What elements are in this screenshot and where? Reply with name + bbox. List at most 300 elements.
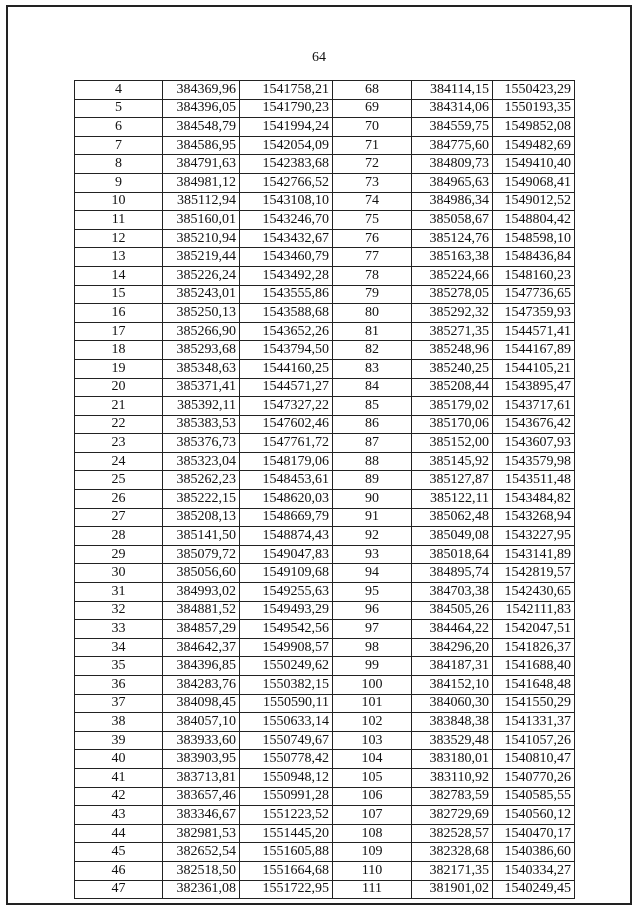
cell-point-number: 47	[75, 880, 163, 899]
cell-x-coordinate: 385266,90	[163, 322, 240, 341]
cell-y-coordinate: 1543227,95	[493, 527, 575, 546]
cell-x-coordinate: 383180,01	[412, 750, 493, 769]
cell-x-coordinate: 382518,50	[163, 861, 240, 880]
cell-point-number: 90	[333, 490, 412, 509]
cell-point-number: 5	[75, 99, 163, 118]
table-row	[75, 861, 575, 880]
cell-point-number: 110	[333, 861, 412, 880]
cell-point-number: 106	[333, 787, 412, 806]
cell-x-coordinate: 383713,81	[163, 768, 240, 787]
cell-point-number: 22	[75, 415, 163, 434]
cell-y-coordinate: 1543511,48	[493, 471, 575, 490]
cell-y-coordinate: 1547327,22	[240, 397, 333, 416]
cell-point-number: 9	[75, 173, 163, 192]
cell-point-number: 30	[75, 564, 163, 583]
cell-y-coordinate: 1548160,23	[493, 266, 575, 285]
cell-y-coordinate: 1544571,27	[240, 378, 333, 397]
cell-point-number: 83	[333, 359, 412, 378]
cell-point-number: 38	[75, 713, 163, 732]
cell-y-coordinate: 1550948,12	[240, 768, 333, 787]
cell-point-number: 72	[333, 155, 412, 174]
cell-point-number: 29	[75, 545, 163, 564]
cell-x-coordinate: 385170,06	[412, 415, 493, 434]
cell-point-number: 98	[333, 638, 412, 657]
cell-y-coordinate: 1541758,21	[240, 81, 333, 100]
cell-point-number: 109	[333, 843, 412, 862]
cell-x-coordinate: 385179,02	[412, 397, 493, 416]
cell-x-coordinate: 384314,06	[412, 99, 493, 118]
table-row	[75, 768, 575, 787]
cell-x-coordinate: 385112,94	[163, 192, 240, 211]
cell-point-number: 45	[75, 843, 163, 862]
cell-y-coordinate: 1550749,67	[240, 731, 333, 750]
cell-y-coordinate: 1551605,88	[240, 843, 333, 862]
cell-y-coordinate: 1541331,37	[493, 713, 575, 732]
table-row	[75, 843, 575, 862]
cell-point-number: 94	[333, 564, 412, 583]
cell-point-number: 43	[75, 806, 163, 825]
table-row	[75, 824, 575, 843]
cell-x-coordinate: 382652,54	[163, 843, 240, 862]
table-row	[75, 638, 575, 657]
cell-point-number: 108	[333, 824, 412, 843]
cell-point-number: 37	[75, 694, 163, 713]
cell-y-coordinate: 1543492,28	[240, 266, 333, 285]
cell-y-coordinate: 1543108,10	[240, 192, 333, 211]
cell-point-number: 85	[333, 397, 412, 416]
cell-point-number: 78	[333, 266, 412, 285]
cell-y-coordinate: 1548436,84	[493, 248, 575, 267]
table-row	[75, 155, 575, 174]
table-row	[75, 787, 575, 806]
table-row	[75, 378, 575, 397]
cell-y-coordinate: 1544167,89	[493, 341, 575, 360]
cell-y-coordinate: 1541550,29	[493, 694, 575, 713]
cell-y-coordinate: 1543676,42	[493, 415, 575, 434]
cell-point-number: 105	[333, 768, 412, 787]
cell-y-coordinate: 1550423,29	[493, 81, 575, 100]
cell-point-number: 28	[75, 527, 163, 546]
cell-y-coordinate: 1551445,20	[240, 824, 333, 843]
cell-x-coordinate: 382729,69	[412, 806, 493, 825]
table-row	[75, 397, 575, 416]
cell-point-number: 33	[75, 620, 163, 639]
cell-point-number: 82	[333, 341, 412, 360]
cell-point-number: 97	[333, 620, 412, 639]
cell-y-coordinate: 1540334,27	[493, 861, 575, 880]
table-row	[75, 136, 575, 155]
cell-y-coordinate: 1549482,69	[493, 136, 575, 155]
cell-point-number: 96	[333, 601, 412, 620]
cell-y-coordinate: 1542054,09	[240, 136, 333, 155]
cell-x-coordinate: 383657,46	[163, 787, 240, 806]
cell-x-coordinate: 382361,08	[163, 880, 240, 899]
document-page	[6, 5, 632, 905]
cell-point-number: 81	[333, 322, 412, 341]
cell-point-number: 76	[333, 229, 412, 248]
cell-point-number: 27	[75, 508, 163, 527]
table-row	[75, 192, 575, 211]
cell-point-number: 15	[75, 285, 163, 304]
cell-x-coordinate: 384881,52	[163, 601, 240, 620]
page-number: 64	[312, 50, 326, 65]
table-row	[75, 81, 575, 100]
cell-y-coordinate: 1543588,68	[240, 304, 333, 323]
cell-y-coordinate: 1541057,26	[493, 731, 575, 750]
cell-y-coordinate: 1543717,61	[493, 397, 575, 416]
cell-x-coordinate: 385323,04	[163, 452, 240, 471]
cell-x-coordinate: 383933,60	[163, 731, 240, 750]
cell-point-number: 35	[75, 657, 163, 676]
cell-point-number: 80	[333, 304, 412, 323]
cell-y-coordinate: 1540770,26	[493, 768, 575, 787]
cell-y-coordinate: 1549410,40	[493, 155, 575, 174]
cell-y-coordinate: 1543607,93	[493, 434, 575, 453]
table-row	[75, 229, 575, 248]
cell-point-number: 40	[75, 750, 163, 769]
table-row	[75, 806, 575, 825]
cell-point-number: 88	[333, 452, 412, 471]
cell-point-number: 103	[333, 731, 412, 750]
cell-x-coordinate: 384857,29	[163, 620, 240, 639]
cell-point-number: 20	[75, 378, 163, 397]
cell-y-coordinate: 1541826,37	[493, 638, 575, 657]
cell-point-number: 25	[75, 471, 163, 490]
cell-y-coordinate: 1542383,68	[240, 155, 333, 174]
cell-x-coordinate: 381901,02	[412, 880, 493, 899]
cell-x-coordinate: 385392,11	[163, 397, 240, 416]
cell-y-coordinate: 1548804,42	[493, 211, 575, 230]
cell-x-coordinate: 385079,72	[163, 545, 240, 564]
cell-x-coordinate: 384981,12	[163, 173, 240, 192]
cell-y-coordinate: 1541688,40	[493, 657, 575, 676]
cell-y-coordinate: 1543484,82	[493, 490, 575, 509]
table-row	[75, 99, 575, 118]
cell-y-coordinate: 1543555,86	[240, 285, 333, 304]
cell-point-number: 87	[333, 434, 412, 453]
cell-x-coordinate: 384057,10	[163, 713, 240, 732]
cell-y-coordinate: 1548179,06	[240, 452, 333, 471]
cell-x-coordinate: 384296,20	[412, 638, 493, 657]
cell-point-number: 13	[75, 248, 163, 267]
cell-point-number: 91	[333, 508, 412, 527]
cell-x-coordinate: 385250,13	[163, 304, 240, 323]
cell-y-coordinate: 1551722,95	[240, 880, 333, 899]
cell-x-coordinate: 384060,30	[412, 694, 493, 713]
cell-point-number: 101	[333, 694, 412, 713]
cell-point-number: 34	[75, 638, 163, 657]
table-row	[75, 564, 575, 583]
cell-point-number: 46	[75, 861, 163, 880]
cell-x-coordinate: 385160,01	[163, 211, 240, 230]
cell-x-coordinate: 385226,24	[163, 266, 240, 285]
cell-x-coordinate: 385152,00	[412, 434, 493, 453]
cell-point-number: 75	[333, 211, 412, 230]
cell-point-number: 23	[75, 434, 163, 453]
cell-point-number: 16	[75, 304, 163, 323]
cell-y-coordinate: 1550193,35	[493, 99, 575, 118]
cell-point-number: 92	[333, 527, 412, 546]
cell-x-coordinate: 385248,96	[412, 341, 493, 360]
cell-point-number: 11	[75, 211, 163, 230]
cell-y-coordinate: 1540249,45	[493, 880, 575, 899]
cell-y-coordinate: 1550778,42	[240, 750, 333, 769]
cell-point-number: 17	[75, 322, 163, 341]
table-row	[75, 434, 575, 453]
table-row	[75, 341, 575, 360]
cell-x-coordinate: 384993,02	[163, 583, 240, 602]
cell-point-number: 42	[75, 787, 163, 806]
table-row	[75, 359, 575, 378]
table-row	[75, 173, 575, 192]
cell-y-coordinate: 1548598,10	[493, 229, 575, 248]
cell-y-coordinate: 1549109,68	[240, 564, 333, 583]
cell-y-coordinate: 1540810,47	[493, 750, 575, 769]
cell-y-coordinate: 1543141,89	[493, 545, 575, 564]
cell-point-number: 32	[75, 601, 163, 620]
cell-x-coordinate: 385371,41	[163, 378, 240, 397]
cell-y-coordinate: 1547736,65	[493, 285, 575, 304]
table-row	[75, 657, 575, 676]
cell-x-coordinate: 383903,95	[163, 750, 240, 769]
table-row	[75, 545, 575, 564]
cell-y-coordinate: 1543432,67	[240, 229, 333, 248]
cell-point-number: 39	[75, 731, 163, 750]
cell-y-coordinate: 1544571,41	[493, 322, 575, 341]
cell-x-coordinate: 385049,08	[412, 527, 493, 546]
cell-y-coordinate: 1551223,52	[240, 806, 333, 825]
cell-x-coordinate: 384642,37	[163, 638, 240, 657]
table-row	[75, 750, 575, 769]
table-row	[75, 620, 575, 639]
table-row	[75, 601, 575, 620]
table-row	[75, 508, 575, 527]
cell-x-coordinate: 385240,25	[412, 359, 493, 378]
cell-point-number: 100	[333, 676, 412, 695]
cell-x-coordinate: 384965,63	[412, 173, 493, 192]
table-row	[75, 452, 575, 471]
cell-point-number: 69	[333, 99, 412, 118]
cell-point-number: 19	[75, 359, 163, 378]
cell-x-coordinate: 385122,11	[412, 490, 493, 509]
cell-point-number: 104	[333, 750, 412, 769]
cell-point-number: 102	[333, 713, 412, 732]
cell-x-coordinate: 384986,34	[412, 192, 493, 211]
cell-x-coordinate: 385208,13	[163, 508, 240, 527]
cell-x-coordinate: 385062,48	[412, 508, 493, 527]
cell-y-coordinate: 1544105,21	[493, 359, 575, 378]
table-row	[75, 285, 575, 304]
cell-x-coordinate: 384775,60	[412, 136, 493, 155]
cell-x-coordinate: 385292,32	[412, 304, 493, 323]
cell-point-number: 36	[75, 676, 163, 695]
cell-x-coordinate: 385271,35	[412, 322, 493, 341]
table-row	[75, 266, 575, 285]
cell-y-coordinate: 1542430,65	[493, 583, 575, 602]
cell-y-coordinate: 1549255,63	[240, 583, 333, 602]
cell-x-coordinate: 385208,44	[412, 378, 493, 397]
cell-x-coordinate: 385222,15	[163, 490, 240, 509]
cell-y-coordinate: 1540386,60	[493, 843, 575, 862]
cell-x-coordinate: 384396,05	[163, 99, 240, 118]
cell-y-coordinate: 1540585,55	[493, 787, 575, 806]
cell-y-coordinate: 1543579,98	[493, 452, 575, 471]
cell-x-coordinate: 384464,22	[412, 620, 493, 639]
cell-y-coordinate: 1543652,26	[240, 322, 333, 341]
cell-point-number: 8	[75, 155, 163, 174]
cell-x-coordinate: 385127,87	[412, 471, 493, 490]
cell-y-coordinate: 1548669,79	[240, 508, 333, 527]
cell-x-coordinate: 385293,68	[163, 341, 240, 360]
cell-x-coordinate: 385124,76	[412, 229, 493, 248]
cell-y-coordinate: 1550590,11	[240, 694, 333, 713]
cell-x-coordinate: 385243,01	[163, 285, 240, 304]
table-row	[75, 211, 575, 230]
cell-y-coordinate: 1542819,57	[493, 564, 575, 583]
cell-y-coordinate: 1550991,28	[240, 787, 333, 806]
cell-y-coordinate: 1543895,47	[493, 378, 575, 397]
table-row	[75, 248, 575, 267]
cell-y-coordinate: 1550382,15	[240, 676, 333, 695]
cell-y-coordinate: 1547602,46	[240, 415, 333, 434]
cell-x-coordinate: 384703,38	[412, 583, 493, 602]
cell-x-coordinate: 384791,63	[163, 155, 240, 174]
cell-y-coordinate: 1549047,83	[240, 545, 333, 564]
cell-y-coordinate: 1548874,43	[240, 527, 333, 546]
cell-x-coordinate: 382171,35	[412, 861, 493, 880]
cell-y-coordinate: 1548453,61	[240, 471, 333, 490]
cell-x-coordinate: 385383,53	[163, 415, 240, 434]
cell-y-coordinate: 1541994,24	[240, 118, 333, 137]
cell-y-coordinate: 1542111,83	[493, 601, 575, 620]
table-row	[75, 527, 575, 546]
cell-point-number: 77	[333, 248, 412, 267]
cell-point-number: 6	[75, 118, 163, 137]
cell-x-coordinate: 382528,57	[412, 824, 493, 843]
cell-x-coordinate: 384187,31	[412, 657, 493, 676]
cell-point-number: 111	[333, 880, 412, 899]
cell-point-number: 10	[75, 192, 163, 211]
cell-y-coordinate: 1543460,79	[240, 248, 333, 267]
cell-point-number: 14	[75, 266, 163, 285]
cell-x-coordinate: 385163,38	[412, 248, 493, 267]
cell-y-coordinate: 1541648,48	[493, 676, 575, 695]
cell-point-number: 41	[75, 768, 163, 787]
cell-x-coordinate: 385058,67	[412, 211, 493, 230]
table-row	[75, 694, 575, 713]
cell-point-number: 70	[333, 118, 412, 137]
cell-y-coordinate: 1547761,72	[240, 434, 333, 453]
cell-point-number: 79	[333, 285, 412, 304]
cell-x-coordinate: 385210,94	[163, 229, 240, 248]
cell-y-coordinate: 1548620,03	[240, 490, 333, 509]
cell-point-number: 26	[75, 490, 163, 509]
cell-x-coordinate: 384283,76	[163, 676, 240, 695]
cell-x-coordinate: 384809,73	[412, 155, 493, 174]
table-row	[75, 322, 575, 341]
cell-y-coordinate: 1549908,57	[240, 638, 333, 657]
coordinates-table-body	[75, 81, 575, 899]
cell-x-coordinate: 385348,63	[163, 359, 240, 378]
cell-point-number: 24	[75, 452, 163, 471]
cell-point-number: 73	[333, 173, 412, 192]
cell-point-number: 95	[333, 583, 412, 602]
cell-point-number: 12	[75, 229, 163, 248]
cell-y-coordinate: 1549852,08	[493, 118, 575, 137]
cell-point-number: 21	[75, 397, 163, 416]
cell-y-coordinate: 1544160,25	[240, 359, 333, 378]
coordinates-table	[74, 80, 575, 899]
cell-x-coordinate: 385018,64	[412, 545, 493, 564]
table-row	[75, 490, 575, 509]
table-row	[75, 583, 575, 602]
cell-y-coordinate: 1542766,52	[240, 173, 333, 192]
cell-point-number: 107	[333, 806, 412, 825]
cell-point-number: 99	[333, 657, 412, 676]
cell-y-coordinate: 1551664,68	[240, 861, 333, 880]
cell-x-coordinate: 384369,96	[163, 81, 240, 100]
cell-y-coordinate: 1547359,93	[493, 304, 575, 323]
cell-x-coordinate: 384152,10	[412, 676, 493, 695]
table-row	[75, 471, 575, 490]
cell-point-number: 7	[75, 136, 163, 155]
cell-point-number: 93	[333, 545, 412, 564]
cell-y-coordinate: 1543246,70	[240, 211, 333, 230]
table-row	[75, 731, 575, 750]
cell-x-coordinate: 385219,44	[163, 248, 240, 267]
cell-x-coordinate: 384586,95	[163, 136, 240, 155]
cell-point-number: 89	[333, 471, 412, 490]
cell-point-number: 68	[333, 81, 412, 100]
cell-point-number: 84	[333, 378, 412, 397]
cell-x-coordinate: 385141,50	[163, 527, 240, 546]
cell-x-coordinate: 383110,92	[412, 768, 493, 787]
cell-y-coordinate: 1549493,29	[240, 601, 333, 620]
table-row	[75, 304, 575, 323]
cell-x-coordinate: 382328,68	[412, 843, 493, 862]
cell-x-coordinate: 385056,60	[163, 564, 240, 583]
cell-x-coordinate: 384895,74	[412, 564, 493, 583]
cell-point-number: 74	[333, 192, 412, 211]
cell-x-coordinate: 384114,15	[412, 81, 493, 100]
cell-x-coordinate: 383346,67	[163, 806, 240, 825]
cell-y-coordinate: 1549068,41	[493, 173, 575, 192]
cell-y-coordinate: 1540560,12	[493, 806, 575, 825]
cell-x-coordinate: 384548,79	[163, 118, 240, 137]
cell-y-coordinate: 1540470,17	[493, 824, 575, 843]
cell-x-coordinate: 382783,59	[412, 787, 493, 806]
table-row	[75, 713, 575, 732]
cell-point-number: 18	[75, 341, 163, 360]
cell-x-coordinate: 384098,45	[163, 694, 240, 713]
cell-y-coordinate: 1541790,23	[240, 99, 333, 118]
cell-x-coordinate: 384559,75	[412, 118, 493, 137]
table-row	[75, 676, 575, 695]
cell-point-number: 31	[75, 583, 163, 602]
cell-x-coordinate: 385376,73	[163, 434, 240, 453]
cell-y-coordinate: 1550249,62	[240, 657, 333, 676]
cell-x-coordinate: 383848,38	[412, 713, 493, 732]
cell-point-number: 4	[75, 81, 163, 100]
cell-x-coordinate: 384396,85	[163, 657, 240, 676]
cell-x-coordinate: 382981,53	[163, 824, 240, 843]
cell-y-coordinate: 1542047,51	[493, 620, 575, 639]
cell-x-coordinate: 385278,05	[412, 285, 493, 304]
cell-x-coordinate: 384505,26	[412, 601, 493, 620]
cell-point-number: 86	[333, 415, 412, 434]
table-row	[75, 880, 575, 899]
table-row	[75, 118, 575, 137]
